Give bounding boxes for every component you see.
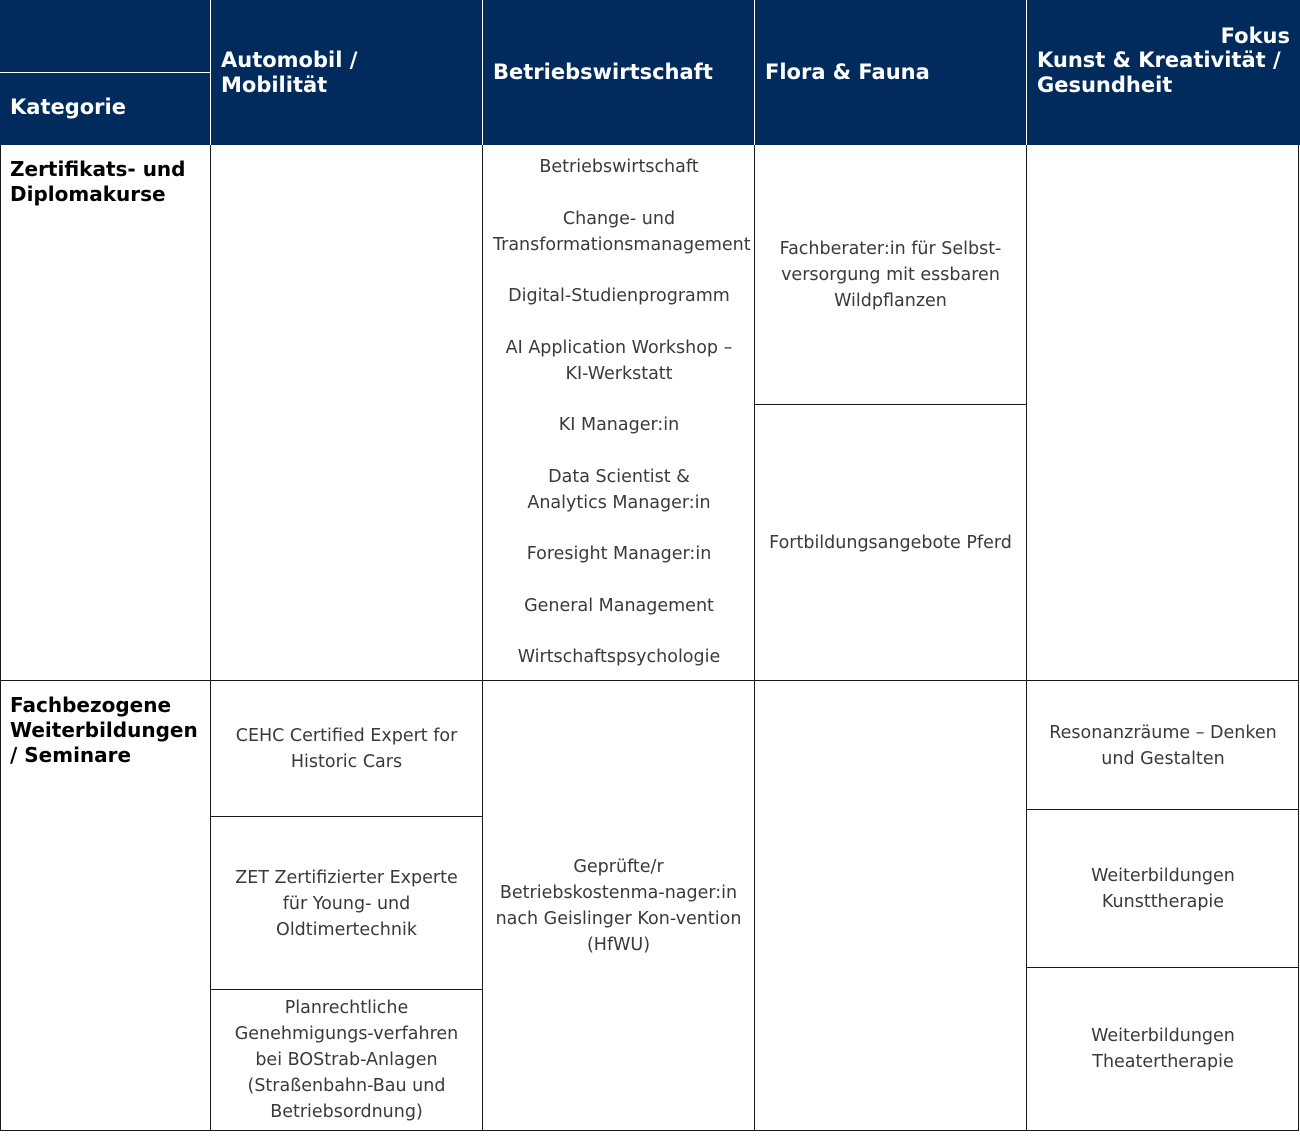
list-item: Digital-Studienprogramm	[508, 286, 730, 306]
header-diagonal-divider	[0, 72, 210, 73]
column-header-flora-fauna: Flora & Fauna	[765, 60, 930, 84]
list-item: KI Manager:in	[558, 415, 680, 435]
list-item: Foresight Manager:in	[526, 544, 712, 564]
table-header	[0, 0, 1300, 145]
betriebswirtschaft-course-betriebskosten: Geprüfte/r Betriebskostenma-nager:in nach Geislinger Kon-vention (HfWU)	[495, 856, 742, 955]
column-header-betriebswirtschaft: Betriebswirtschaft	[493, 60, 713, 84]
automobil-course-cehc: CEHC Certified Expert for Historic Cars	[235, 726, 458, 772]
flora-fauna-course-wildpflanzen: Fachberater:in für Selbst-versorgung mit essbaren Wildpflanzen	[779, 238, 1002, 311]
kunst-course-theatertherapie: Weiterbildungen Theatertherapie	[1091, 1026, 1235, 1072]
grid-line	[1298, 145, 1299, 1131]
flora-fauna-course-pferd: Fortbildungsangebote Pferd	[769, 532, 1012, 553]
grid-line	[0, 680, 1299, 681]
kunst-course-kunsttherapie: Weiterbildungen Kunsttherapie	[1091, 866, 1235, 912]
column-header-automobil: Automobil / Mobilität	[221, 47, 358, 97]
kunst-course-resonanzraeume: Resonanzräume – Denken und Gestalten	[1049, 722, 1277, 769]
grid-line	[210, 145, 211, 1131]
grid-line	[1026, 145, 1027, 1131]
grid-line	[754, 404, 1027, 405]
grid-line	[754, 145, 755, 1131]
list-item: Data Scientist & Analytics Manager:in	[527, 467, 711, 513]
list-item: Change- und Transformationsmanagement	[493, 209, 751, 255]
automobil-course-bostrab: Planrechtliche Genehmigungs-verfahren bei BOStrab-Anlagen (Straßenbahn-Bau und Betriebsordnung)	[234, 998, 459, 1122]
list-item: Wirtschaftspsychologie	[517, 647, 721, 667]
column-header-kunst: Kunst & Kreativität / Gesundheit	[1037, 47, 1281, 97]
row-header-zertifikatskurse: Zertifikats- und Diplomakurse	[10, 157, 186, 206]
header-fokus-label: Fokus	[1220, 24, 1290, 48]
header-kategorie-label: Kategorie	[10, 95, 126, 119]
grid-line	[210, 989, 483, 990]
list-item: AI Application Workshop – KI-Werkstatt	[505, 338, 733, 384]
grid-line	[210, 816, 483, 817]
grid-line	[0, 1130, 1299, 1131]
grid-line	[1026, 809, 1299, 810]
list-item: Betriebswirtschaft	[539, 157, 699, 177]
row-header-weiterbildungen: Fachbezogene Weiterbildungen / Seminare	[10, 693, 198, 767]
grid-line	[482, 145, 483, 1131]
automobil-course-zet: ZET Zertifizierter Experte für Young- und Oldtimertechnik	[235, 867, 458, 940]
list-item: General Management	[524, 596, 714, 616]
grid-line	[0, 145, 1, 1131]
grid-line	[1026, 967, 1299, 968]
